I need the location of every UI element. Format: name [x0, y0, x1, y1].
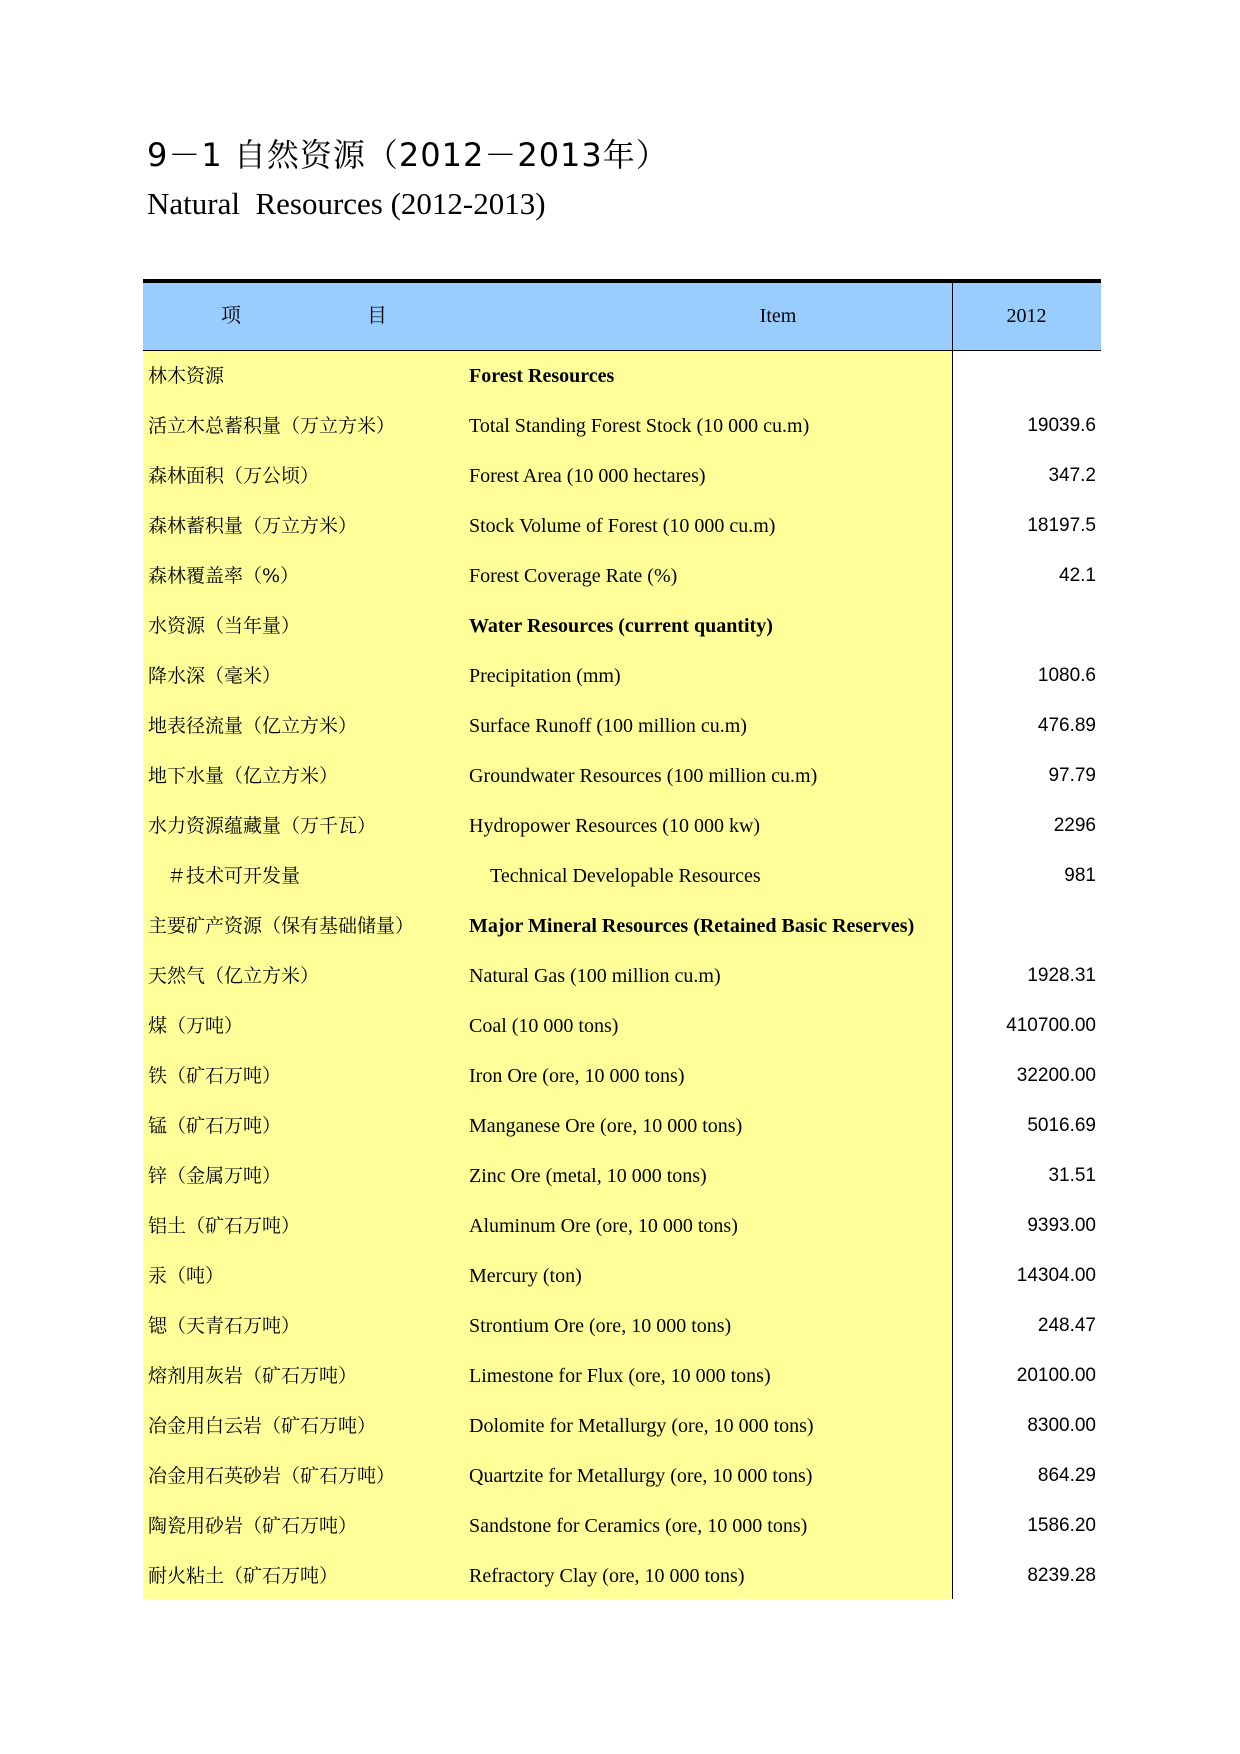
row-value: 5016.69 [1027, 1115, 1096, 1136]
row-english-label: Mercury (ton) [469, 1265, 582, 1287]
row-chinese-label: 活立木总蓄积量（万立方米） [148, 415, 396, 437]
row-chinese-label: ＃技术可开发量 [167, 865, 301, 887]
row-english-label: Forest Area (10 000 hectares) [469, 465, 706, 487]
row-value: 42.1 [1059, 565, 1096, 586]
row-english-label: Water Resources (current quantity) [469, 615, 773, 637]
row-english-label: Coal (10 000 tons) [469, 1015, 619, 1037]
row-chinese-label: 锌（金属万吨） [148, 1165, 282, 1187]
page-title-chinese: 9－1 自然资源（2012－2013年） [147, 136, 669, 174]
table-row [143, 1451, 1101, 1501]
row-chinese-label: 铝土（矿石万吨） [148, 1215, 301, 1237]
row-value: 1928.31 [1027, 965, 1096, 986]
row-english-label: Limestone for Flux (ore, 10 000 tons) [469, 1365, 771, 1387]
table-row [143, 1051, 1101, 1101]
row-value: 97.79 [1048, 765, 1096, 786]
row-english-label: Quartzite for Metallurgy (ore, 10 000 tons) [469, 1465, 813, 1487]
row-english-label: Dolomite for Metallurgy (ore, 10 000 tons) [469, 1415, 814, 1437]
row-english-label: Precipitation (mm) [469, 665, 621, 687]
row-value: 19039.6 [1027, 415, 1096, 436]
row-chinese-label: 冶金用石英砂岩（矿石万吨） [148, 1465, 396, 1487]
table-header [143, 283, 1101, 351]
row-chinese-label: 森林覆盖率（%） [148, 565, 300, 587]
header-chinese-label-part2: 目 [367, 305, 387, 327]
row-value: 864.29 [1037, 1465, 1096, 1486]
table-row [143, 1351, 1101, 1401]
row-value: 347.2 [1048, 465, 1096, 486]
table-row [143, 451, 1101, 501]
table-row [143, 1501, 1101, 1551]
table-row-section-water [143, 601, 1101, 651]
row-value: 32200.00 [1016, 1065, 1096, 1086]
row-english-label: Total Standing Forest Stock (10 000 cu.m) [469, 415, 810, 437]
row-english-label: Major Mineral Resources (Retained Basic Reserves) [469, 915, 915, 937]
row-chinese-label: 降水深（毫米） [148, 665, 282, 687]
table-row [143, 1401, 1101, 1451]
row-english-label: Technical Developable Resources [490, 865, 761, 887]
row-chinese-label: 耐火粘土（矿石万吨） [148, 1565, 339, 1587]
table-row [143, 1551, 1101, 1601]
row-chinese-label: 陶瓷用砂岩（矿石万吨） [148, 1515, 358, 1537]
row-value: 31.51 [1048, 1165, 1096, 1186]
row-english-label: Aluminum Ore (ore, 10 000 tons) [469, 1215, 738, 1237]
row-english-label: Iron Ore (ore, 10 000 tons) [469, 1065, 685, 1087]
row-value: 410700.00 [1006, 1015, 1096, 1036]
table-row-subitem [143, 851, 1101, 901]
table-row [143, 651, 1101, 701]
table-row-section-minerals [143, 901, 1101, 951]
row-chinese-label: 主要矿产资源（保有基础储量） [148, 915, 415, 937]
table-row [143, 701, 1101, 751]
row-value: 2296 [1053, 815, 1096, 836]
row-chinese-label: 铁（矿石万吨） [148, 1065, 282, 1087]
row-english-label: Forest Coverage Rate (%) [469, 565, 678, 587]
row-chinese-label: 地下水量（亿立方米） [148, 765, 339, 787]
row-chinese-label: 熔剂用灰岩（矿石万吨） [148, 1365, 358, 1387]
header-year-label: 2012 [1006, 305, 1047, 327]
page-title-english: Natural Resources (2012-2013) [147, 186, 546, 221]
table-row [143, 551, 1101, 601]
table-row [143, 751, 1101, 801]
table-row [143, 1151, 1101, 1201]
row-english-label: Forest Resources [469, 365, 615, 387]
table-row [143, 1251, 1101, 1301]
row-value: 20100.00 [1016, 1365, 1096, 1386]
table-row-section-forest [143, 351, 1101, 401]
row-value: 18197.5 [1027, 515, 1096, 536]
row-english-label: Sandstone for Ceramics (ore, 10 000 tons) [469, 1515, 808, 1537]
row-value: 476.89 [1037, 715, 1096, 736]
row-value: 1586.20 [1027, 1515, 1096, 1536]
row-english-label: Zinc Ore (metal, 10 000 tons) [469, 1165, 707, 1187]
row-value: 248.47 [1037, 1315, 1096, 1336]
row-chinese-label: 水力资源蕴藏量（万千瓦） [148, 815, 377, 837]
row-english-label: Refractory Clay (ore, 10 000 tons) [469, 1565, 745, 1587]
header-chinese-label-part1: 项 [221, 305, 241, 327]
table-body [143, 351, 1101, 1601]
row-english-label: Strontium Ore (ore, 10 000 tons) [469, 1315, 732, 1337]
row-chinese-label: 森林面积（万公顷） [148, 465, 320, 487]
row-value: 8300.00 [1027, 1415, 1096, 1436]
row-chinese-label: 林木资源 [148, 365, 225, 387]
row-chinese-label: 地表径流量（亿立方米） [148, 715, 358, 737]
row-chinese-label: 锶（天青石万吨） [148, 1315, 301, 1337]
row-english-label: Hydropower Resources (10 000 kw) [469, 815, 761, 837]
row-chinese-label: 煤（万吨） [148, 1015, 244, 1037]
row-english-label: Manganese Ore (ore, 10 000 tons) [469, 1115, 743, 1137]
row-english-label: Surface Runoff (100 million cu.m) [469, 715, 747, 737]
row-english-label: Groundwater Resources (100 million cu.m) [469, 765, 818, 787]
row-chinese-label: 森林蓄积量（万立方米） [148, 515, 358, 537]
table-row [143, 501, 1101, 551]
table-row [143, 1201, 1101, 1251]
header-item-label: Item [759, 305, 797, 327]
table-row [143, 1301, 1101, 1351]
row-chinese-label: 锰（矿石万吨） [148, 1115, 282, 1137]
row-chinese-label: 汞（吨） [148, 1265, 225, 1287]
table-row [143, 951, 1101, 1001]
row-chinese-label: 水资源（当年量） [148, 615, 301, 637]
table-row [143, 1001, 1101, 1051]
row-chinese-label: 冶金用白云岩（矿石万吨） [148, 1415, 377, 1437]
row-english-label: Natural Gas (100 million cu.m) [469, 965, 721, 987]
row-value: 981 [1064, 865, 1096, 886]
table-row [143, 1101, 1101, 1151]
table-row [143, 801, 1101, 851]
row-english-label: Stock Volume of Forest (10 000 cu.m) [469, 515, 776, 537]
table-row [143, 401, 1101, 451]
row-value: 14304.00 [1016, 1265, 1096, 1286]
row-value: 8239.28 [1027, 1565, 1096, 1586]
row-value: 1080.6 [1037, 665, 1096, 686]
row-value: 9393.00 [1027, 1215, 1096, 1236]
row-chinese-label: 天然气（亿立方米） [148, 965, 320, 987]
